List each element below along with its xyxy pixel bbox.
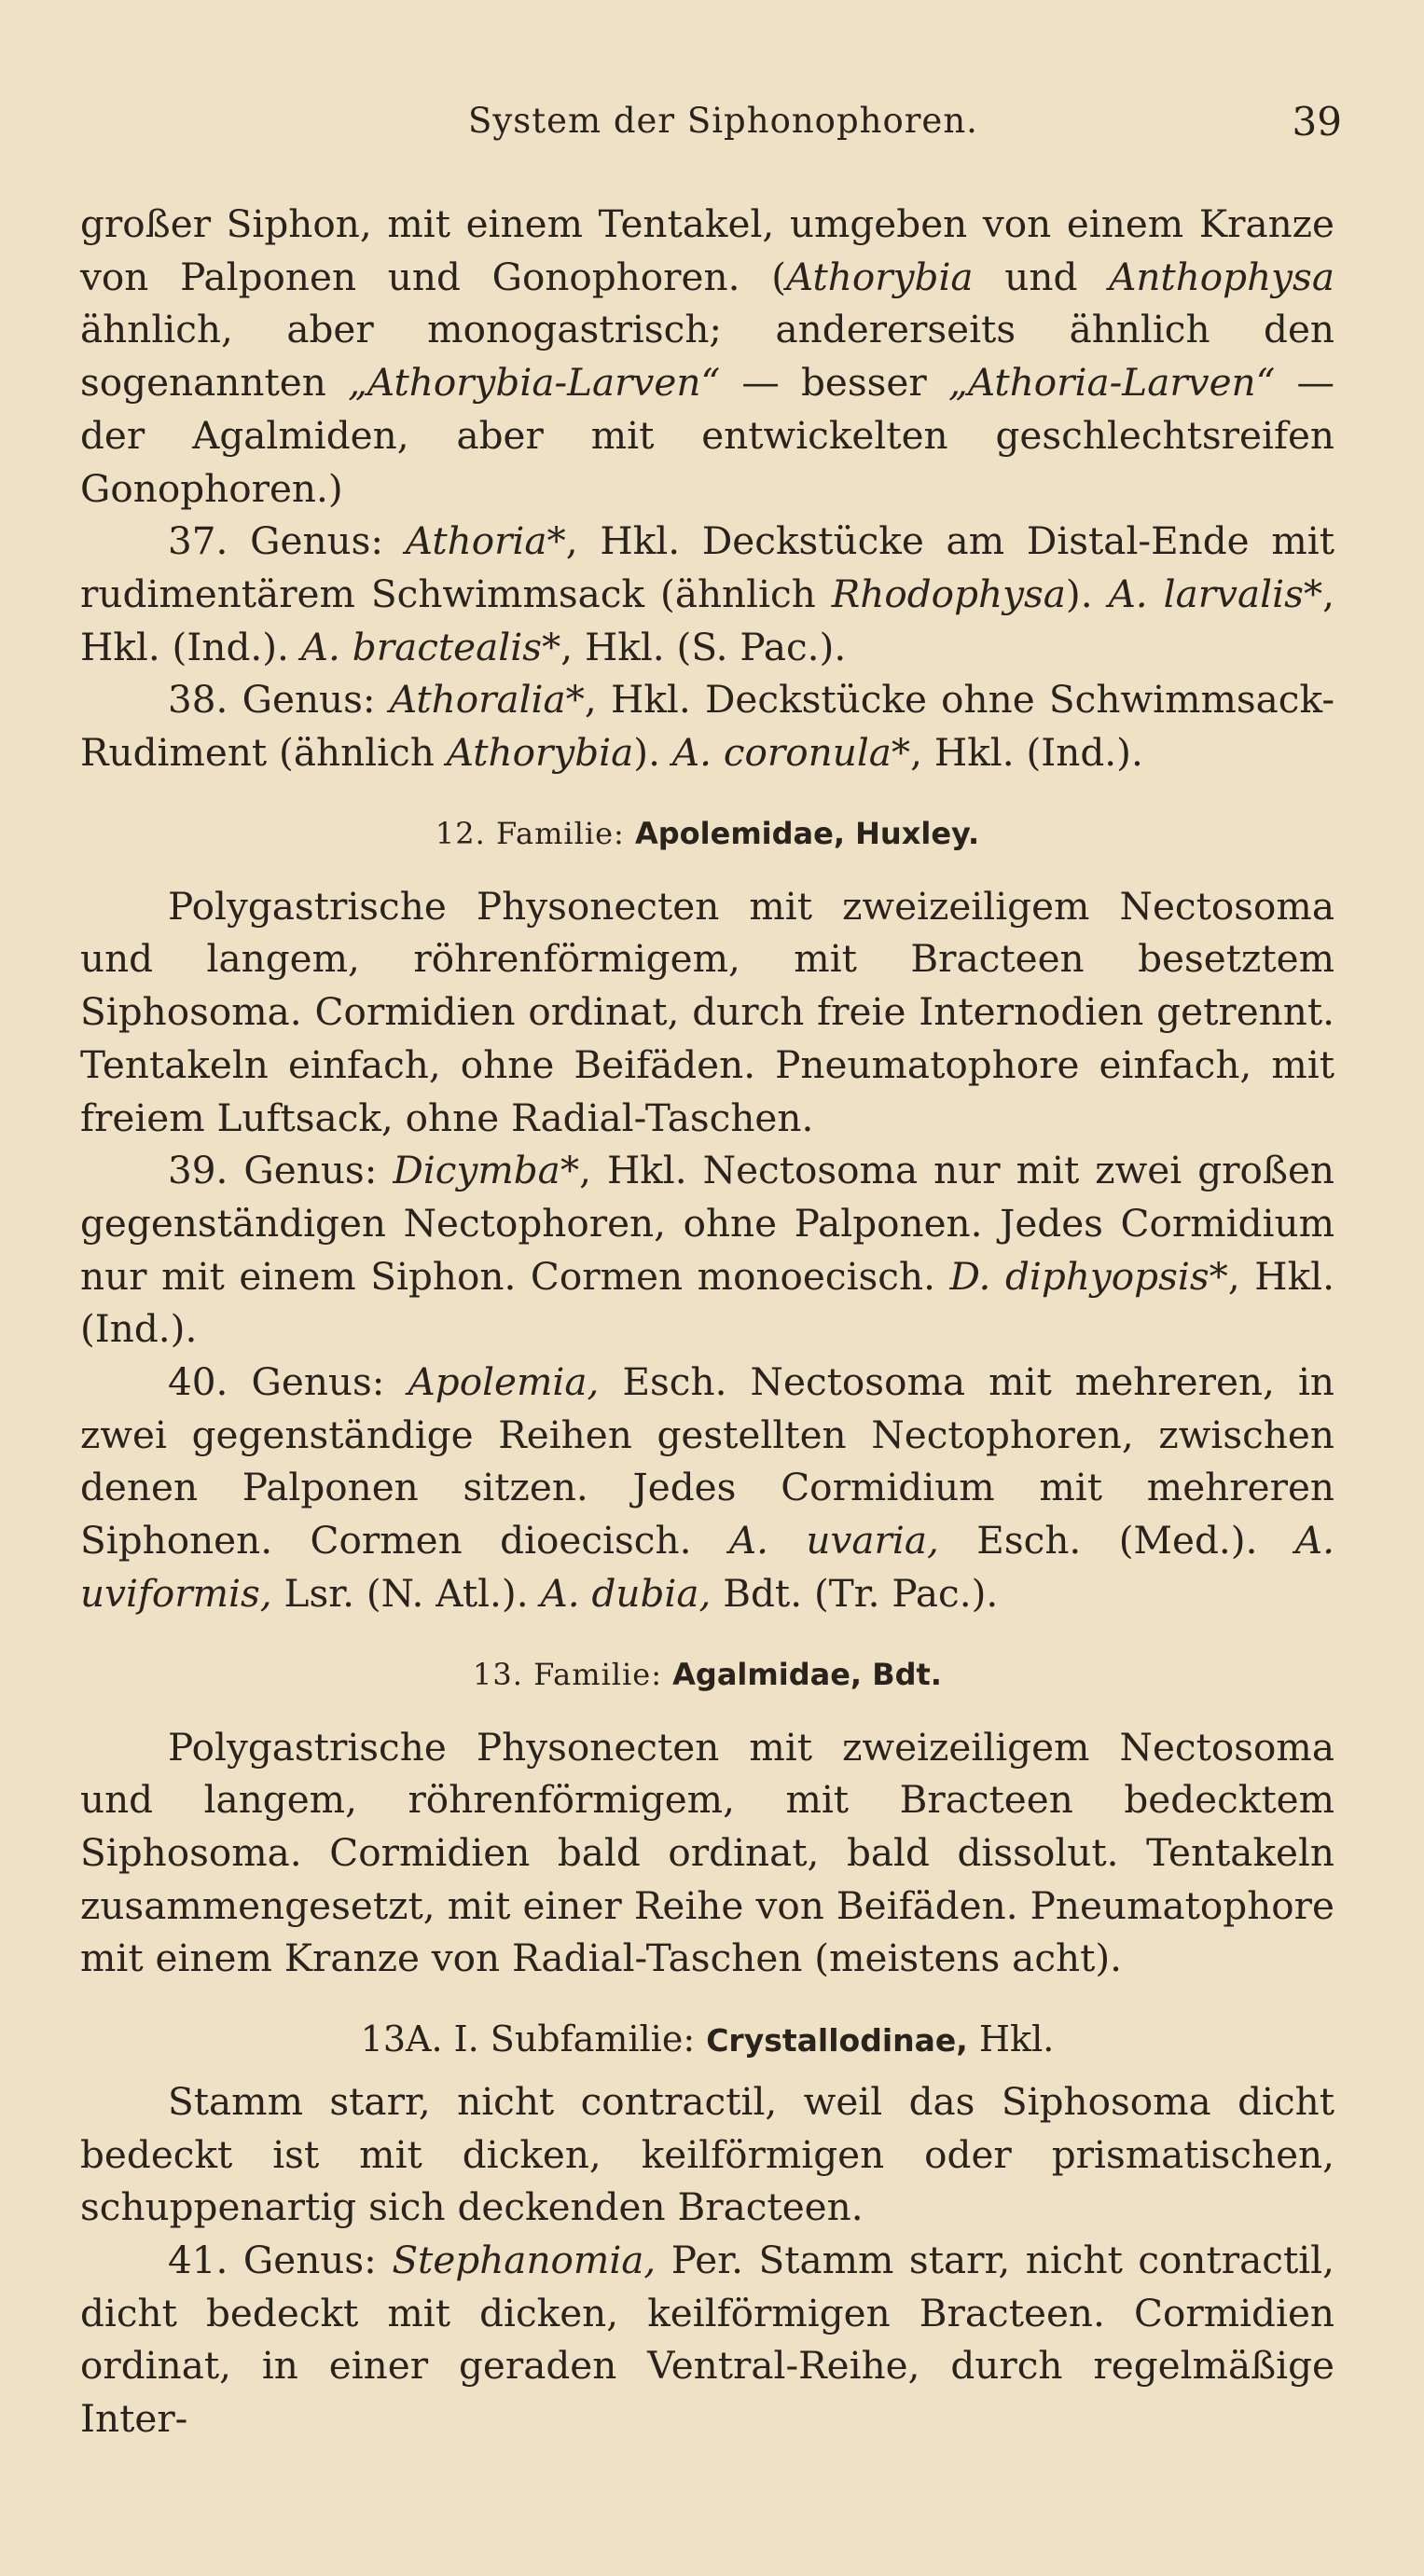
running-header — [0, 101, 1424, 147]
family-12-heading: 12. Familie: Apolemidae, Huxley. — [435, 815, 980, 851]
running-title: System der Siphonophoren. — [468, 101, 978, 141]
page-number: 39 — [1292, 99, 1342, 145]
genus-37-entry: 37. Genus: Athoria*, Hkl. Deckstücke am Distal-Ende mit rudimentärem Schwimmsack (ähnlich Rhodophysa). A. larvalis*, Hkl. (Ind.). A. bractealis*, Hkl. (S. Pac.). — [80, 518, 1334, 669]
family-13-heading: 13. Familie: Agalmidae, Bdt. — [473, 1656, 942, 1692]
genus-40-entry: 40. Genus: Apolemia, Esch. Nectosoma mit mehreren, in zwei gegenständige Reihen gestellten Nectophoren, zwischen denen Palponen sitzen. Jedes Cormidium mit mehreren Siphonen. Cormen dioecisch. A. uvaria, Esch. (Med.). A. uviformis, Lsr. (N. Atl.). A. dubia, Bdt. (Tr. Pac.). — [80, 1359, 1335, 1616]
genus-39-entry: 39. Genus: Dicymba*, Hkl. Nectosoma nur mit zwei großen gegenständigen Nectophoren, ohne Palponen. Jedes Cormidium nur mit einem Siphon. Cormen monoecisch. D. diphyopsis*, Hkl. (Ind.). — [80, 1148, 1334, 1352]
genus-41-entry: 41. Genus: Stephanomia, Per. Stamm starr, nicht contractil, dicht bedeckt mit dicken, keilförmigen Bracteen. Cormidien ordinat, in einer geraden Ventral-Reihe, durch regelmäßige Inter- — [80, 2237, 1335, 2442]
paragraph-continuation: großer Siphon, mit einem Tentakel, umgeben von einem Kranze von Palponen und Gonophoren. (Athorybia und Anthophysa ähnlich, aber monogastrisch; andererseits ähnlich den sogenannten „Athorybia-Larven“ — besser „Athoria-Larven“ — der Agalmiden, aber mit entwickelten geschlechtsreifen Gonophoren.) — [80, 201, 1334, 511]
family-13-description: Polygastrische Physonecten mit zweizeiligem Nectosoma und langem, röhrenförmigem, mit Bracteen bedecktem Siphosoma. Cormidien bald ordinat, bald dissolut. Tentakeln zusammengesetzt, mit einer Reihe von Beifäden. Pneumatophore mit einem Kranze von Radial-Taschen (meistens acht). — [80, 1724, 1334, 1981]
subfamily-13a-description: Stamm starr, nicht contractil, weil das Siphosoma dicht bedeckt ist mit dicken, keilförmigen oder prismatischen, schuppenartig sich deckenden Bracteen. — [80, 2078, 1334, 2230]
family-12-description: Polygastrische Physonecten mit zweizeiligem Nectosoma und langem, röhrenförmigem, mit Bracteen besetztem Siphosoma. Cormidien ordinat, durch freie Internodien getrennt. Tentakeln einfach, ohne Beifäden. Pneumatophore einfach, mit freiem Luftsack, ohne Radial-Taschen. — [80, 883, 1334, 1140]
subfamily-13a-heading: 13A. I. Subfamilie: Crystallodinae, Hkl. — [360, 2018, 1055, 2060]
page-body — [80, 198, 1334, 2445]
genus-38-entry: 38. Genus: Athoralia*, Hkl. Deckstücke ohne Schwimmsack-Rudiment (ähnlich Athorybia). A. coronula*, Hkl. (Ind.). — [80, 677, 1334, 776]
